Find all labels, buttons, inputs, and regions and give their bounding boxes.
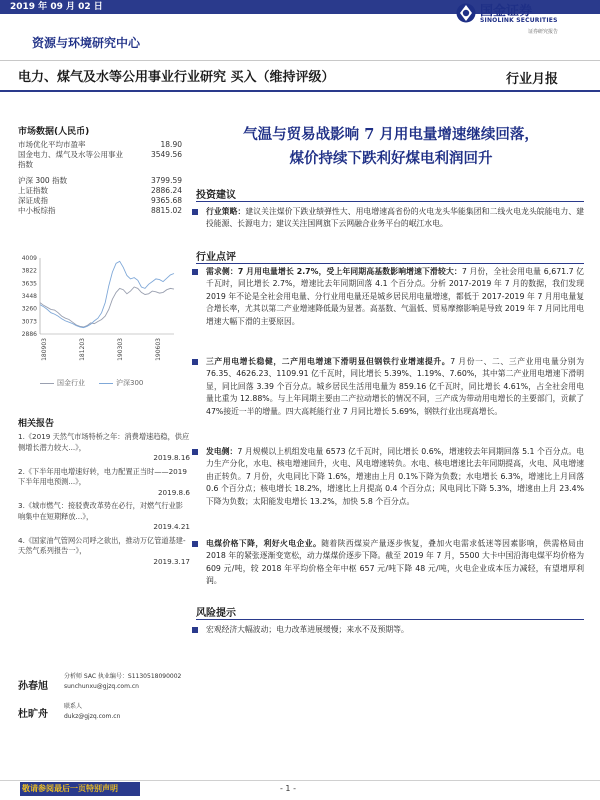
highlight-generation: 发电侧：7 月规模以上机组发电量 6573 亿千瓦时，同比增长 0.6%，增速较去年同期回落 5.1 个百分点。电力生产分化，水电、核电增速回升，火电、风电增速转负。水电、核电增速比去年同期提高，火电、风电增速由正转负。7 月份，火电同比下降 1.6%，增速由上月 0.1%下降为负数；水电增长 6.3%，增速比上月回落 0.6 个百分点；核电增长 18.2%，增速比上月提高 0.4 个百分点；风电同比下降 5.3%，增速由上月 23.4%下降为负数；太阳能发电增长 13.2%，加快 5.8 个百分点。 — [206, 446, 584, 508]
series-hs300-line — [40, 261, 174, 327]
legend-hs300: 沪深300 — [99, 378, 143, 388]
footer-disclaimer: 敬请参阅最后一页特别声明 — [22, 784, 118, 793]
x-tick-label: 181203 — [79, 338, 86, 361]
analyst-name: 杜旷舟 — [18, 709, 48, 720]
highlights-heading: 行业点评 — [196, 252, 236, 263]
highlight-industry: 三产用电增长稳健，二产用电增速下滑明显但钢铁行业增速提升。7 月份一、二、三产业用电量分别为 76.35、4626.23、1109.91 亿千瓦时，同比增长 5.39%、1.19%、7.60%，其中第二产业用电增速下滑明显，同比回落 3.39 个百分点。城乡居民生活用电量为 859.16 亿千瓦时，同比增长 4.61%，占全社会用电量比重为 12.88%。与上年同期主要由二产拉动增长的情况不同，三产成为带动用电增长的主要部门，贡献了 47%接近一半的增量。四大高耗能行业 7 月同比增长 5.69%，钢铁行业出现高增长。 — [206, 356, 584, 418]
x-tick-label: 190303 — [117, 338, 124, 361]
y-tick-label: 2886 — [21, 331, 37, 338]
market-row: 上证指数 2886.24 — [18, 186, 182, 195]
related-item[interactable]: 2.《下半年用电增速好转，电力配置正当时——2019 下半年用电预测...》， 2019.8.6 — [18, 466, 190, 497]
legend-industry: 国金行业 — [40, 378, 85, 388]
section-divider — [196, 263, 584, 264]
chart-legend — [40, 378, 143, 388]
analyst-2-info: 联系人 dukz@gjzq.com.cn — [64, 703, 121, 720]
y-tick-label: 4009 — [21, 255, 37, 262]
market-row: 国金电力、煤气及水等公用事业指数 3549.56 — [18, 150, 182, 169]
related-item[interactable]: 4.《国家油气管网公司呼之欲出，推动万亿管道基建-天然气系列报告一》， 2019.3.17 — [18, 535, 190, 566]
y-tick-label: 3822 — [21, 267, 37, 275]
investment-text: 行业策略：建议关注煤价下跌业绩弹性大、用电增速高省份的火电龙头华能集团和二线火电龙头皖能电力、建投能源、长源电力；建议关注国网旗下云网融合业务平台的岷江水电。 — [206, 206, 584, 231]
report-type: 行业月报 — [506, 72, 559, 87]
highlight-coal: 电煤价格下降，利好火电企业。随着陕西煤炭产量逐步恢复，叠加火电需求低迷等因素影响，供需格局由 2018 年的紧张逐渐变宽松，动力煤煤价逐步下降。截至 2019 年 7 月，5500 大卡中国沿海电煤平均价格为 609 元/吨，较 2018 年平均价格全年中枢 657 元/吨下降 48 元/吨，火电企业成本压力减轻，有望增厚利润。 — [206, 538, 584, 588]
related-list — [18, 432, 190, 570]
market-data — [18, 124, 182, 216]
report-date: 2019 年 09 月 02 日 — [10, 2, 103, 12]
section-divider — [196, 619, 584, 620]
related-item[interactable]: 3.《城市燃气：接驳费改革势在必行，对燃气行业影响集中在短期释放...》， 2019.4.21 — [18, 501, 190, 531]
analyst-1-info: 分析师 SAC 执业编号：S1130518090002 sunchunxu@gjzq.com.cn — [64, 673, 182, 690]
y-tick-label: 3448 — [21, 292, 37, 300]
market-data-title: 市场数据(人民币) — [18, 127, 90, 137]
related-item[interactable]: 1.《2019 天然气市场特桥之年：消费增速趋稳，供应侧增长潜力较大...》， 2019.8.16 — [18, 432, 190, 462]
header-rule — [0, 90, 600, 92]
report-title: 气温与贸易战影响 7 月用电量增速继续回落， 煤价持续下跌利好煤电利润回升 — [243, 126, 539, 167]
logo-subtitle: 证券研究报告 — [528, 29, 559, 35]
related-title: 相关报告 — [18, 419, 55, 429]
x-tick-label: 190603 — [155, 338, 162, 361]
footer-divider — [0, 780, 600, 781]
investment-heading: 投资建议 — [196, 190, 236, 201]
risk-heading: 风险提示 — [196, 608, 236, 619]
section-divider — [196, 201, 584, 202]
index-chart — [14, 250, 186, 372]
page-number: - 1 - — [280, 784, 296, 793]
x-tick-label: 180903 — [41, 338, 48, 361]
research-center: 资源与环境研究中心 — [32, 36, 141, 50]
highlight-demand: 需求侧：7 月用电量增长 2.7%，受上年同期高基数影响增速下滑较大：7 月份，全社会用电量 6,671.7 亿千瓦时，同比增长 2.7%，增速比去年同期回落 4.1 个百分点。分析 2017-2019 年 7 月的数据，我们发现 2019 年不论是全社会用电量、分行业用电量还是城乡居民用电量增速，都低于 2017-2019 年 7 月用电量复合增长率，尤其以第二产业增速降低最为显著。高基数、气温低、贸易摩擦影响是导致 2019 年 7 月同比用电增速大幅下滑的主要原因。 — [206, 266, 584, 328]
logo-cn: 国金证券 — [480, 4, 533, 19]
y-tick-label: 3635 — [21, 280, 37, 288]
sinolink-logo-icon — [456, 3, 476, 23]
analyst-name: 孙春旭 — [18, 681, 48, 692]
market-row: 深证成指 9365.68 — [18, 196, 182, 205]
market-row: 中小板综指 8815.02 — [18, 206, 182, 215]
industry-rating: 电力、煤气及水等公用事业行业研究 买入（维持评级） — [18, 70, 335, 85]
y-tick-label: 3260 — [21, 305, 37, 313]
market-row: 市场优化平均市盈率 18.90 — [18, 140, 182, 149]
logo-en: SINOLINK SECURITIES — [480, 17, 558, 24]
market-row: 沪深 300 指数 3799.59 — [18, 176, 182, 185]
y-tick-label: 3073 — [21, 318, 37, 326]
header-divider — [0, 60, 600, 61]
risk-text: 宏观经济大幅波动；电力改革进展缓慢；来水不及预期等。 — [206, 624, 584, 636]
